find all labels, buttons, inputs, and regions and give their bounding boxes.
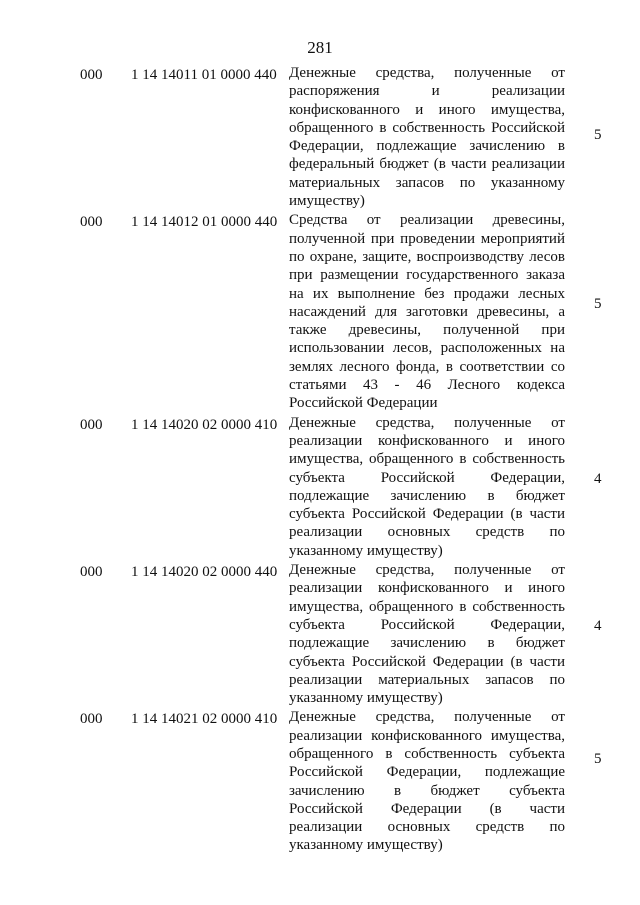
norm-value: 5	[594, 751, 602, 768]
norm-value: 5	[594, 127, 602, 143]
budget-classification-code: 1 14 14020 02 0000 440	[131, 564, 278, 581]
table-row	[0, 211, 640, 412]
administrator-code: 000	[80, 416, 103, 433]
page-number: 281	[307, 38, 333, 57]
income-description: Средства от реализации древесины, полученной при проведении мероприятий по охране, защите, воспроизводству лесов при размещении государственного заказа на их выполнение без продажи лесных насаждений для заготовки древесины, а также древесины, полученной при использовании лесов, расположенных на землях лесного фонда, в соответствии со статьями 43 - 46 Лесного кодекса Российской Федерации	[289, 212, 565, 412]
budget-classification-code: 1 14 14011 01 0000 440	[131, 67, 277, 83]
administrator-code: 000	[80, 711, 103, 728]
table-row	[0, 414, 640, 560]
budget-code-table	[0, 64, 640, 856]
income-description: Денежные средства, полученные от распоряжения и реализации конфискованного и иного имущества, обращенного в собственность Российской Федерации, подлежащие зачислению в федеральный бюджет (в части реализации материальных запасов по указанному имуществу)	[289, 65, 565, 210]
norm-value: 5	[594, 296, 602, 313]
norm-value: 4	[594, 618, 602, 635]
budget-classification-code: 1 14 14012 01 0000 440	[131, 214, 278, 231]
income-description: Денежные средства, полученные от реализации конфискованного и иного имущества, обращенного в собственность субъекта Российской Федерации, подлежащие зачислению в бюджет субъекта Российской Федерации (в части реализации материальных запасов по указанному имуществу)	[289, 562, 565, 707]
table-row	[0, 708, 640, 854]
administrator-code: 000	[80, 67, 103, 83]
budget-classification-code: 1 14 14021 02 0000 410	[131, 711, 278, 728]
administrator-code: 000	[80, 214, 103, 231]
administrator-code: 000	[80, 564, 103, 581]
norm-value: 4	[594, 470, 602, 487]
income-description: Денежные средства, полученные от реализации конфискованного имущества, обращенного в собственность субъекта Российской Федерации, подлежащие зачислению в бюджет субъекта Российской Федерации (в части реализации основных средств по указанному имуществу)	[289, 709, 565, 854]
table-row	[0, 64, 640, 210]
budget-classification-code: 1 14 14020 02 0000 410	[131, 416, 278, 433]
table-row	[0, 561, 640, 707]
income-description: Денежные средства, полученные от реализации конфискованного и иного имущества, обращенного в собственность субъекта Российской Федерации, подлежащие зачислению в бюджет субъекта Российской Федерации (в части реализации основных средств по указанному имуществу)	[289, 414, 565, 559]
